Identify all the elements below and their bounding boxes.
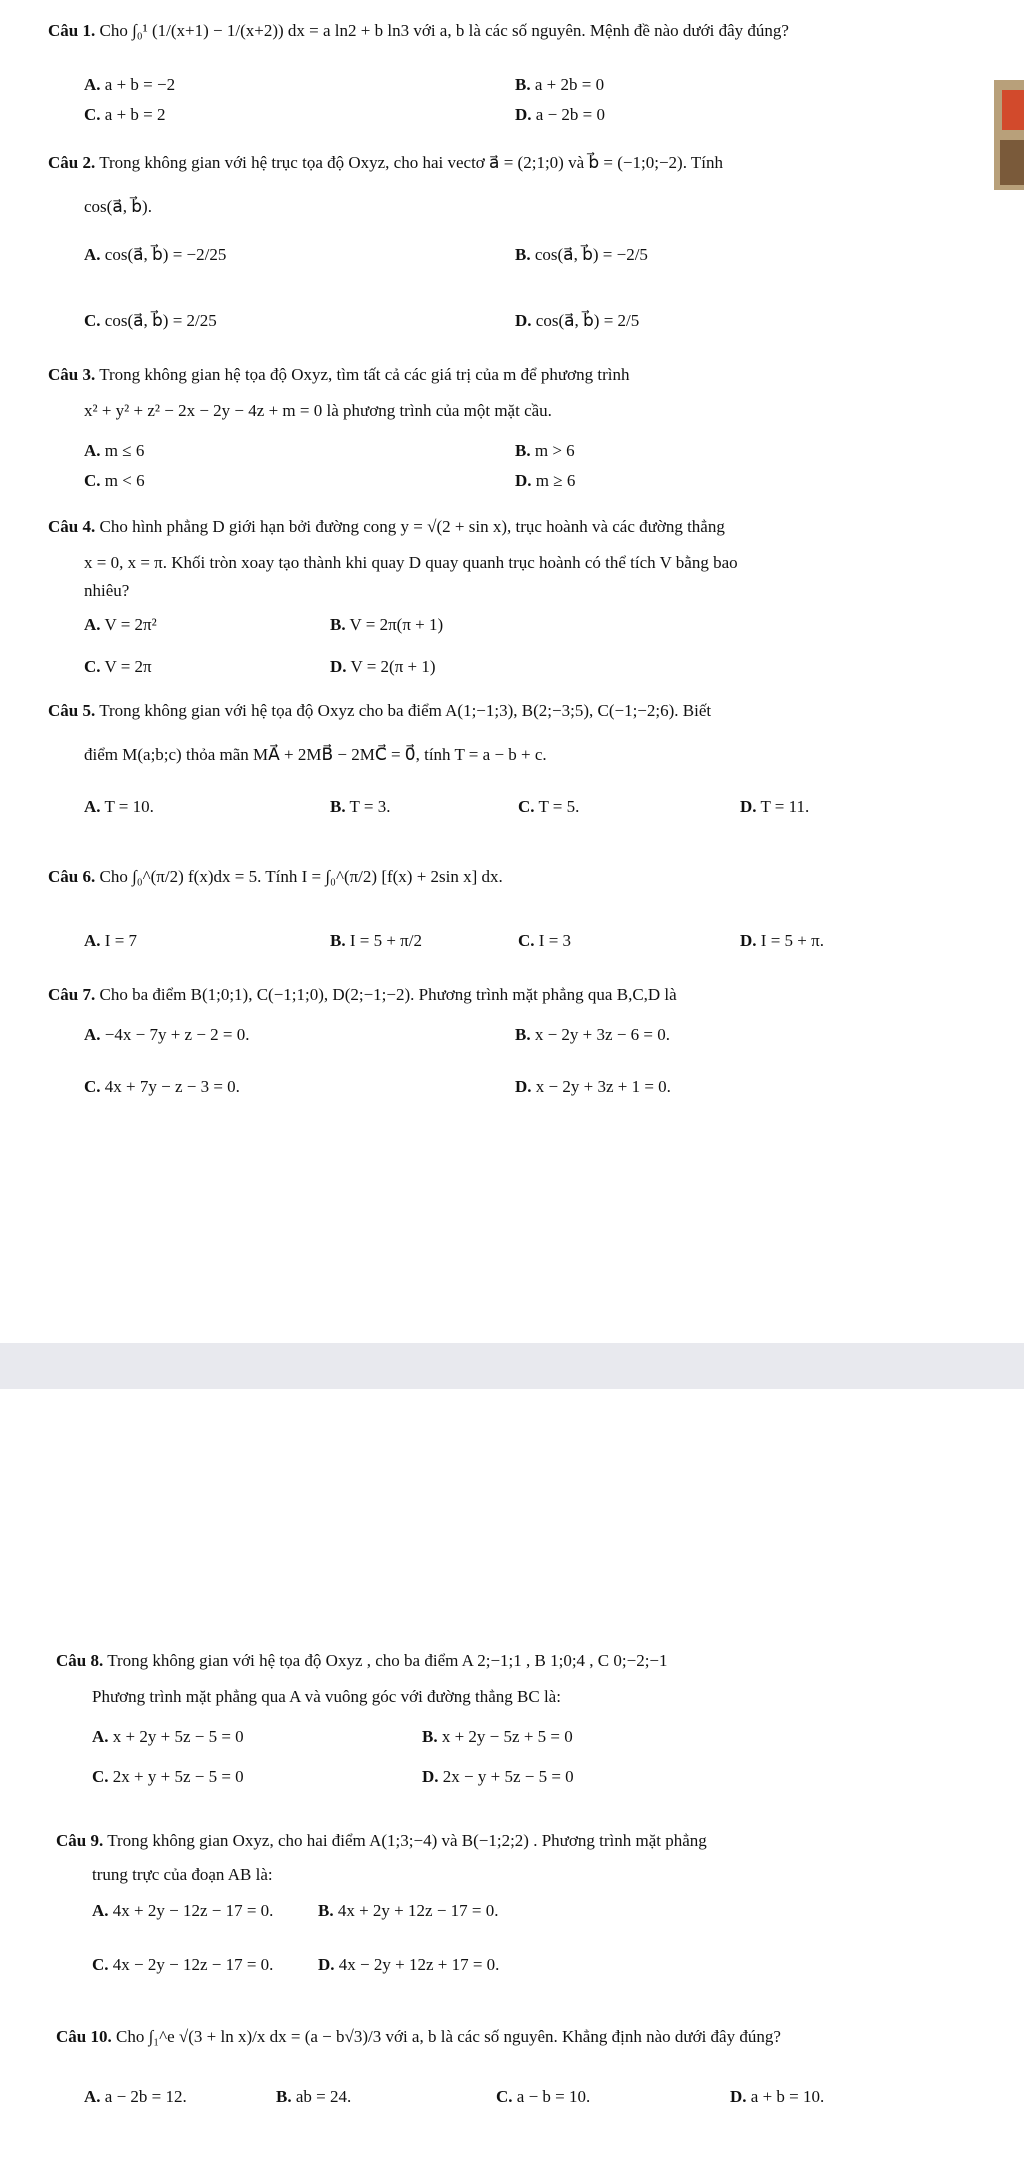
q1-option-b[interactable]: B. a + 2b = 0: [515, 75, 605, 94]
question-5-cont: điểm M(a;b;c) thỏa mãn MA⃗ + 2MB⃗ − 2MC⃗ = 0⃗, tính T = a − b + c.: [84, 745, 547, 764]
question-3-cont: x² + y² + z² − 2x − 2y − 4z + m = 0 là phương trình của một mặt cầu.: [84, 401, 552, 420]
edge-image-fragment: [984, 70, 1024, 200]
q8-option-b[interactable]: B. x + 2y − 5z + 5 = 0: [422, 1727, 573, 1746]
q9-option-c[interactable]: C. 4x − 2y − 12z − 17 = 0.: [92, 1955, 274, 1974]
q2-option-c[interactable]: C. cos(a⃗, b⃗) = 2/25: [84, 311, 217, 330]
q3-option-b[interactable]: B. m > 6: [515, 441, 575, 460]
q2-option-b[interactable]: B. cos(a⃗, b⃗) = −2/5: [515, 245, 648, 264]
question-5: Câu 5. Trong không gian với hệ tọa độ Oxyz cho ba điểm A(1;−1;3), B(2;−3;5), C(−1;−2;6). Biết: [48, 701, 712, 720]
q9-option-d[interactable]: D. 4x − 2y + 12z + 17 = 0.: [318, 1955, 500, 1974]
q7-option-b[interactable]: B. x − 2y + 3z − 6 = 0.: [515, 1025, 670, 1044]
question-9: Câu 9. Trong không gian Oxyz, cho hai điểm A(1;3;−4) và B(−1;2;2) . Phương trình mặt phẳng: [56, 1831, 707, 1850]
q7-option-c[interactable]: C. 4x + 7y − z − 3 = 0.: [84, 1077, 240, 1096]
question-7: Câu 7. Cho ba điểm B(1;0;1), C(−1;1;0), D(2;−1;−2). Phương trình mặt phẳng qua B,C,D là: [48, 985, 677, 1004]
q6-option-b[interactable]: B. I = 5 + π/2: [330, 931, 422, 950]
q3-option-a[interactable]: A. m ≤ 6: [84, 441, 145, 460]
q1-option-a[interactable]: A. a + b = −2: [84, 75, 176, 94]
question-6: Câu 6. Cho ∫₀^(π/2) f(x)dx = 5. Tính I = ∫₀^(π/2) [f(x) + 2sin x] dx.: [48, 867, 503, 886]
q4-option-b[interactable]: B. V = 2π(π + 1): [330, 615, 444, 634]
q4-option-a[interactable]: A. V = 2π²: [84, 615, 157, 634]
q7-option-d[interactable]: D. x − 2y + 3z + 1 = 0.: [515, 1077, 671, 1096]
q10-option-d[interactable]: D. a + b = 10.: [730, 2087, 825, 2106]
question-10: Câu 10. Cho ∫₁^e √(3 + ln x)/x dx = (a − b√3)/3 với a, b là các số nguyên. Khẳng định nào dưới đây đúng?: [56, 2027, 781, 2046]
question-2: Câu 2. Trong không gian với hệ trục tọa độ Oxyz, cho hai vectơ a⃗ = (2;1;0) và b⃗ = (−1;0;−2). Tính: [48, 153, 723, 172]
question-3: Câu 3. Trong không gian hệ tọa độ Oxyz, tìm tất cả các giá trị của m để phương trình: [48, 365, 630, 384]
q1-option-d[interactable]: D. a − 2b = 0: [515, 105, 606, 124]
q8-option-a[interactable]: A. x + 2y + 5z − 5 = 0: [92, 1727, 244, 1746]
question-8-cont: Phương trình mặt phẳng qua A và vuông góc với đường thẳng BC là:: [92, 1687, 561, 1706]
q10-option-b[interactable]: B. ab = 24.: [276, 2087, 352, 2106]
q4-option-c[interactable]: C. V = 2π: [84, 657, 152, 676]
question-8: Câu 8. Trong không gian với hệ tọa độ Oxyz , cho ba điểm A 2;−1;1 , B 1;0;4 , C 0;−2;−1: [56, 1651, 668, 1670]
q6-option-d[interactable]: D. I = 5 + π.: [740, 931, 824, 950]
q2-option-d[interactable]: D. cos(a⃗, b⃗) = 2/5: [515, 311, 640, 330]
q3-option-d[interactable]: D. m ≥ 6: [515, 471, 576, 490]
question-4-cont1: x = 0, x = π. Khối tròn xoay tạo thành khi quay D quay quanh trục hoành có thể tích V bằng bao: [84, 553, 738, 572]
q3-option-c[interactable]: C. m < 6: [84, 471, 145, 490]
q5-option-c[interactable]: C. T = 5.: [518, 797, 580, 816]
q1-option-c[interactable]: C. a + b = 2: [84, 105, 166, 124]
q10-option-a[interactable]: A. a − 2b = 12.: [84, 2087, 187, 2106]
q2-option-a[interactable]: A. cos(a⃗, b⃗) = −2/25: [84, 245, 227, 264]
q8-option-d[interactable]: D. 2x − y + 5z − 5 = 0: [422, 1767, 574, 1786]
q5-option-b[interactable]: B. T = 3.: [330, 797, 391, 816]
q10-option-c[interactable]: C. a − b = 10.: [496, 2087, 591, 2106]
q7-option-a[interactable]: A. −4x − 7y + z − 2 = 0.: [84, 1025, 250, 1044]
q5-option-d[interactable]: D. T = 11.: [740, 797, 810, 816]
q5-option-a[interactable]: A. T = 10.: [84, 797, 154, 816]
q6-option-c[interactable]: C. I = 3: [518, 931, 572, 950]
question-4: Câu 4. Cho hình phẳng D giới hạn bởi đường cong y = √(2 + sin x), trục hoành và các đường thẳng: [48, 517, 725, 536]
q9-option-b[interactable]: B. 4x + 2y + 12z − 17 = 0.: [318, 1901, 499, 1920]
question-4-cont2: nhiêu?: [84, 581, 130, 600]
q6-option-a[interactable]: A. I = 7: [84, 931, 138, 950]
page-divider: [0, 1343, 1024, 1389]
question-2-cont: cos(a⃗, b⃗).: [84, 197, 152, 216]
q8-option-c[interactable]: C. 2x + y + 5z − 5 = 0: [92, 1767, 244, 1786]
q4-option-d[interactable]: D. V = 2(π + 1): [330, 657, 436, 676]
question-1: Câu 1. Cho ∫₀¹ (1/(x+1) − 1/(x+2)) dx = a ln2 + b ln3 với a, b là các số nguyên. Mệnh đề nào dưới đây đúng?: [48, 21, 789, 40]
question-9-cont: trung trực của đoạn AB là:: [92, 1865, 273, 1884]
q9-option-a[interactable]: A. 4x + 2y − 12z − 17 = 0.: [92, 1901, 274, 1920]
